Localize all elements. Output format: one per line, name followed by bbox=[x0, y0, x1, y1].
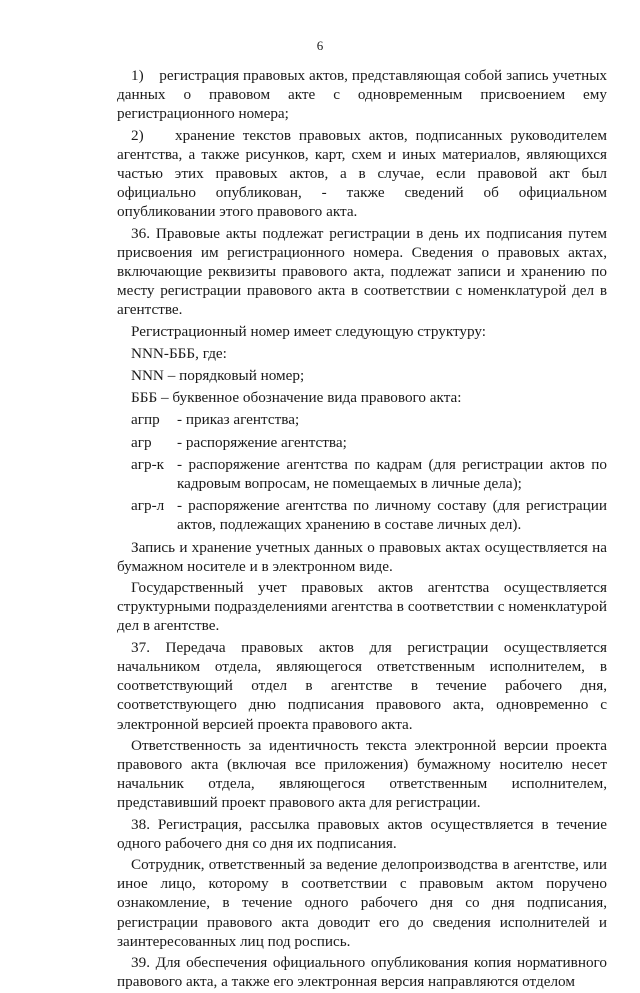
paragraph: 39. Для обеспечения официального опубликования копия нормативного правового акта, а также его электронная версия направляются отделом bbox=[117, 953, 607, 991]
abbreviation-code: агр bbox=[131, 433, 152, 451]
abbreviation-description: - приказ агентства; bbox=[177, 411, 300, 429]
abbreviation-code: агр-к bbox=[131, 455, 165, 473]
abbreviation-description: - распоряжение агентства; bbox=[177, 433, 347, 451]
paragraph: 1) регистрация правовых актов, представляющая собой запись учетных данных о правовом акте с одновременным присвоением ему регистрационного номера; bbox=[117, 67, 607, 123]
paragraph: 37. Передача правовых актов для регистрации осуществляется начальником отдела, являющегося ответственным исполнителем, в соответствующий отдел в агентстве в течение рабочего дня, соответствующего дню подписания правового акта, одновременно с электронной версией проекта правового акта. bbox=[117, 638, 607, 733]
document-body bbox=[117, 66, 607, 993]
paragraph: Государственный учет правовых актов агентства осуществляется структурными подразделениями агентства в соответствии с номенклатурой дел в агентстве. bbox=[117, 579, 607, 635]
abbreviation-code: агр-л bbox=[131, 497, 165, 515]
paragraph: 2) хранение текстов правовых актов, подписанных руководителем агентства, а также рисунков, карт, схем и иных материалов, являющихся частью этих правовых актов, а в случае, если правовой акт был официально опубликован, - также сведений об официальном опубликовании этого правового акта. bbox=[117, 126, 607, 221]
text-line: NNN-БББ, где: bbox=[131, 344, 227, 362]
text-line: БББ – буквенное обозначение вида правового акта: bbox=[131, 389, 462, 407]
paragraph: 36. Правовые акты подлежат регистрации в день их подписания путем присвоения им регистрационного номера. Сведения о правовых актах, включающие реквизиты правового акта, подлежат записи и хранению по месту регистрации правового акта в соответствии с номенклатурой дел в агентстве. bbox=[117, 224, 607, 319]
text-line: NNN – порядковый номер; bbox=[131, 367, 305, 385]
abbreviation-row bbox=[117, 496, 607, 534]
abbreviation-description: - распоряжение агентства по личному составу (для регистрации актов, подлежащих хранению в составе личных дел). bbox=[177, 497, 607, 534]
abbreviation-row bbox=[117, 433, 607, 452]
paragraph: Сотрудник, ответственный за ведение делопроизводства в агентстве, или иное лицо, которому в соответствии с правовым актом поручено ознакомление, в течение одного рабочего дня со дня подписания, регистрации правового акта доводит его до сведения исполнителей и заинтересованных лиц под роспись. bbox=[117, 855, 607, 950]
paragraph: 38. Регистрация, рассылка правовых актов осуществляется в течение одного рабочего дня со дня их подписания. bbox=[117, 815, 607, 852]
text-line: Регистрационный номер имеет следующую структуру: bbox=[131, 322, 487, 340]
abbreviation-description: - распоряжение агентства по кадрам (для регистрации актов по кадровым вопросам, не помещаемых в личные дела); bbox=[177, 455, 607, 493]
page-number: 6 bbox=[316, 38, 324, 53]
abbreviation-row bbox=[117, 455, 607, 493]
abbreviation-code: агпр bbox=[131, 411, 160, 429]
paragraph: Ответственность за идентичность текста электронной версии проекта правового акта (включая все приложения) бумажному носителю несет начальник отдела, являющегося ответственным исполнителем, представивший проект правового акта для регистрации. bbox=[117, 736, 607, 812]
paragraph: Запись и хранение учетных данных о правовых актах осуществляется на бумажном носителе и в электронном виде. bbox=[117, 538, 607, 575]
abbreviation-row bbox=[117, 410, 607, 429]
